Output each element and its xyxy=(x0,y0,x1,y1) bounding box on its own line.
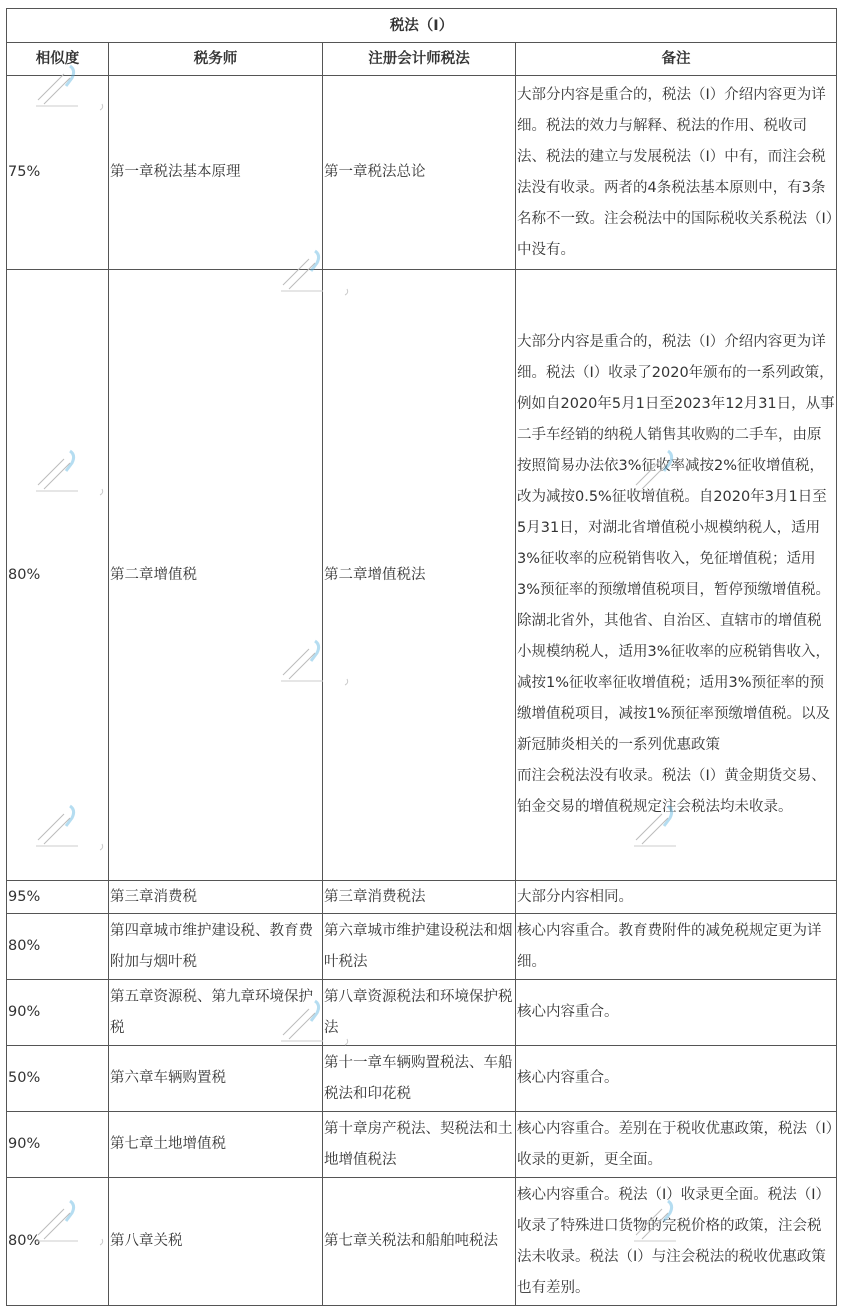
table-title: 税法（I） xyxy=(7,9,837,43)
notes-paragraph: 大部分内容是重合的，税法（I）介绍内容更为详细。税法（I）收录了2020年颁布的一系列政策，例如自2020年5月1日至2023年12月31日，从事二手车经销的纳税人销售其收购的二手车，由原按照简易办法依3%征收率减按2%征收增值税，改为减按0.5%征收增值税。自2020年3月1日至5月31日，对湖北省增值税小规模纳税人，适用3%征收率的应税销售收入，免征增值税；适用3%预征率的预缴增值税项目，暂停预缴增值税。除湖北省外，其他省、自治区、直辖市的增值税小规模纳税人，适用3%征收率的应税销售收入，减按1%征收率征收增值税；适用3%预征率的预缴增值税项目，减按1%预征率预缴增值税。以及新冠肺炎相关的一系列优惠政策 xyxy=(517,334,835,753)
notes-cell: 大部分内容相同。 xyxy=(516,881,837,914)
similarity-cell: 90% xyxy=(7,1112,109,1178)
similarity-cell: 80% xyxy=(7,1178,109,1306)
tax-agent-cell: 第四章城市维护建设税、教育费附加与烟叶税 xyxy=(109,914,323,980)
table-row xyxy=(7,1046,837,1112)
tax-agent-cell: 第五章资源税、第九章环境保护税 xyxy=(109,980,323,1046)
notes-cell: 核心内容重合。 xyxy=(516,980,837,1046)
header-cpa-tax: 注册会计师税法 xyxy=(323,43,516,76)
notes-cell: 核心内容重合。教育费附件的减免税规定更为详细。 xyxy=(516,914,837,980)
cpa-tax-cell: 第六章城市维护建设税法和烟叶税法 xyxy=(323,914,516,980)
table-row xyxy=(7,1112,837,1178)
similarity-cell: 95% xyxy=(7,881,109,914)
similarity-cell: 50% xyxy=(7,1046,109,1112)
cpa-tax-cell: 第八章资源税法和环境保护税法 xyxy=(323,980,516,1046)
notes-cell: 大部分内容是重合的，税法（I）介绍内容更为详细。税法的效力与解释、税法的作用、税收司法、税法的建立与发展税法（I）中有，而注会税法没有收录。两者的4条税法基本原则中，有3条名称不一致。注会税法中的国际税收关系税法（I）中没有。 xyxy=(516,76,837,270)
comparison-table xyxy=(6,8,837,1306)
notes-cell: 核心内容重合。 xyxy=(516,1046,837,1112)
notes-cell xyxy=(516,270,837,881)
notes-paragraph: 而注会税法没有收录。税法（I）黄金期货交易、铂金交易的增值税规定注会税法均未收录。 xyxy=(517,768,826,815)
cpa-tax-cell: 第十一章车辆购置税法、车船税法和印花税 xyxy=(323,1046,516,1112)
table-row xyxy=(7,914,837,980)
table-row xyxy=(7,270,837,881)
table-row xyxy=(7,76,837,270)
cpa-tax-cell: 第二章增值税法 xyxy=(323,270,516,881)
tax-agent-cell: 第三章消费税 xyxy=(109,881,323,914)
tax-agent-cell: 第六章车辆购置税 xyxy=(109,1046,323,1112)
similarity-cell: 80% xyxy=(7,914,109,980)
tax-agent-cell: 第七章土地增值税 xyxy=(109,1112,323,1178)
cpa-tax-cell: 第十章房产税法、契税法和土地增值税法 xyxy=(323,1112,516,1178)
similarity-cell: 90% xyxy=(7,980,109,1046)
tax-agent-cell: 第一章税法基本原理 xyxy=(109,76,323,270)
tax-agent-cell: 第八章关税 xyxy=(109,1178,323,1306)
cpa-tax-cell: 第一章税法总论 xyxy=(323,76,516,270)
table-row xyxy=(7,980,837,1046)
notes-cell: 核心内容重合。差别在于税收优惠政策，税法（I）收录的更新，更全面。 xyxy=(516,1112,837,1178)
similarity-cell: 75% xyxy=(7,76,109,270)
header-notes: 备注 xyxy=(516,43,837,76)
table-row xyxy=(7,1178,837,1306)
table-row xyxy=(7,881,837,914)
similarity-cell: 80% xyxy=(7,270,109,881)
header-tax-agent: 税务师 xyxy=(109,43,323,76)
tax-agent-cell: 第二章增值税 xyxy=(109,270,323,881)
cpa-tax-cell: 第三章消费税法 xyxy=(323,881,516,914)
notes-cell: 核心内容重合。税法（I）收录更全面。税法（I）收录了特殊进口货物的完税价格的政策，注会税法未收录。税法（I）与注会税法的税收优惠政策也有差别。 xyxy=(516,1178,837,1306)
cpa-tax-cell: 第七章关税法和船舶吨税法 xyxy=(323,1178,516,1306)
header-similarity: 相似度 xyxy=(7,43,109,76)
